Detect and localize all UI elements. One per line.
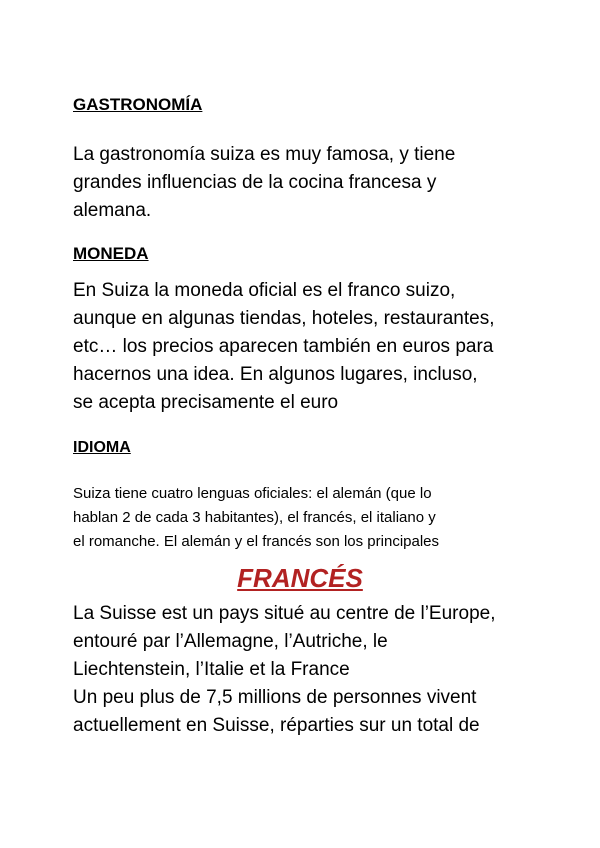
moneda-line: etc… los precios aparecen también en euros para xyxy=(73,336,494,357)
gastronomia-line: alemana. xyxy=(73,200,152,221)
idioma-line: hablan 2 de cada 3 habitantes), el francés, el italiano y xyxy=(73,509,436,526)
moneda-line: En Suiza la moneda oficial es el franco suizo, xyxy=(73,280,456,301)
frances-heading: FRANCÉS xyxy=(237,563,363,593)
gastronomia-heading: GASTRONOMÍA xyxy=(73,95,203,114)
moneda-line: aunque en algunas tiendas, hoteles, restaurantes, xyxy=(73,308,495,329)
frances-line: Un peu plus de 7,5 millions de personnes vivent xyxy=(73,687,477,708)
moneda-line: se acepta precisamente el euro xyxy=(73,392,339,413)
moneda-paragraph xyxy=(73,277,494,417)
moneda-heading: MONEDA xyxy=(73,244,149,263)
idioma-line: el romanche. El alemán y el francés son los principales xyxy=(73,533,440,550)
frances-paragraph xyxy=(73,600,495,740)
gastronomia-paragraph xyxy=(73,141,455,225)
frances-line: entouré par l’Allemagne, l’Autriche, le xyxy=(73,631,388,652)
frances-line: Liechtenstein, l’Italie et la France xyxy=(73,659,350,680)
moneda-line: hacernos una idea. En algunos lugares, incluso, xyxy=(73,364,478,385)
idioma-heading: IDIOMA xyxy=(73,439,131,456)
idioma-paragraph xyxy=(73,482,439,554)
frances-line: actuellement en Suisse, réparties sur un total de xyxy=(73,715,480,736)
gastronomia-line: La gastronomía suiza es muy famosa, y tiene xyxy=(73,144,456,165)
frances-line: La Suisse est un pays situé au centre de l’Europe, xyxy=(73,603,496,624)
gastronomia-line: grandes influencias de la cocina francesa y xyxy=(73,172,437,193)
idioma-line: Suiza tiene cuatro lenguas oficiales: el alemán (que lo xyxy=(73,485,432,502)
